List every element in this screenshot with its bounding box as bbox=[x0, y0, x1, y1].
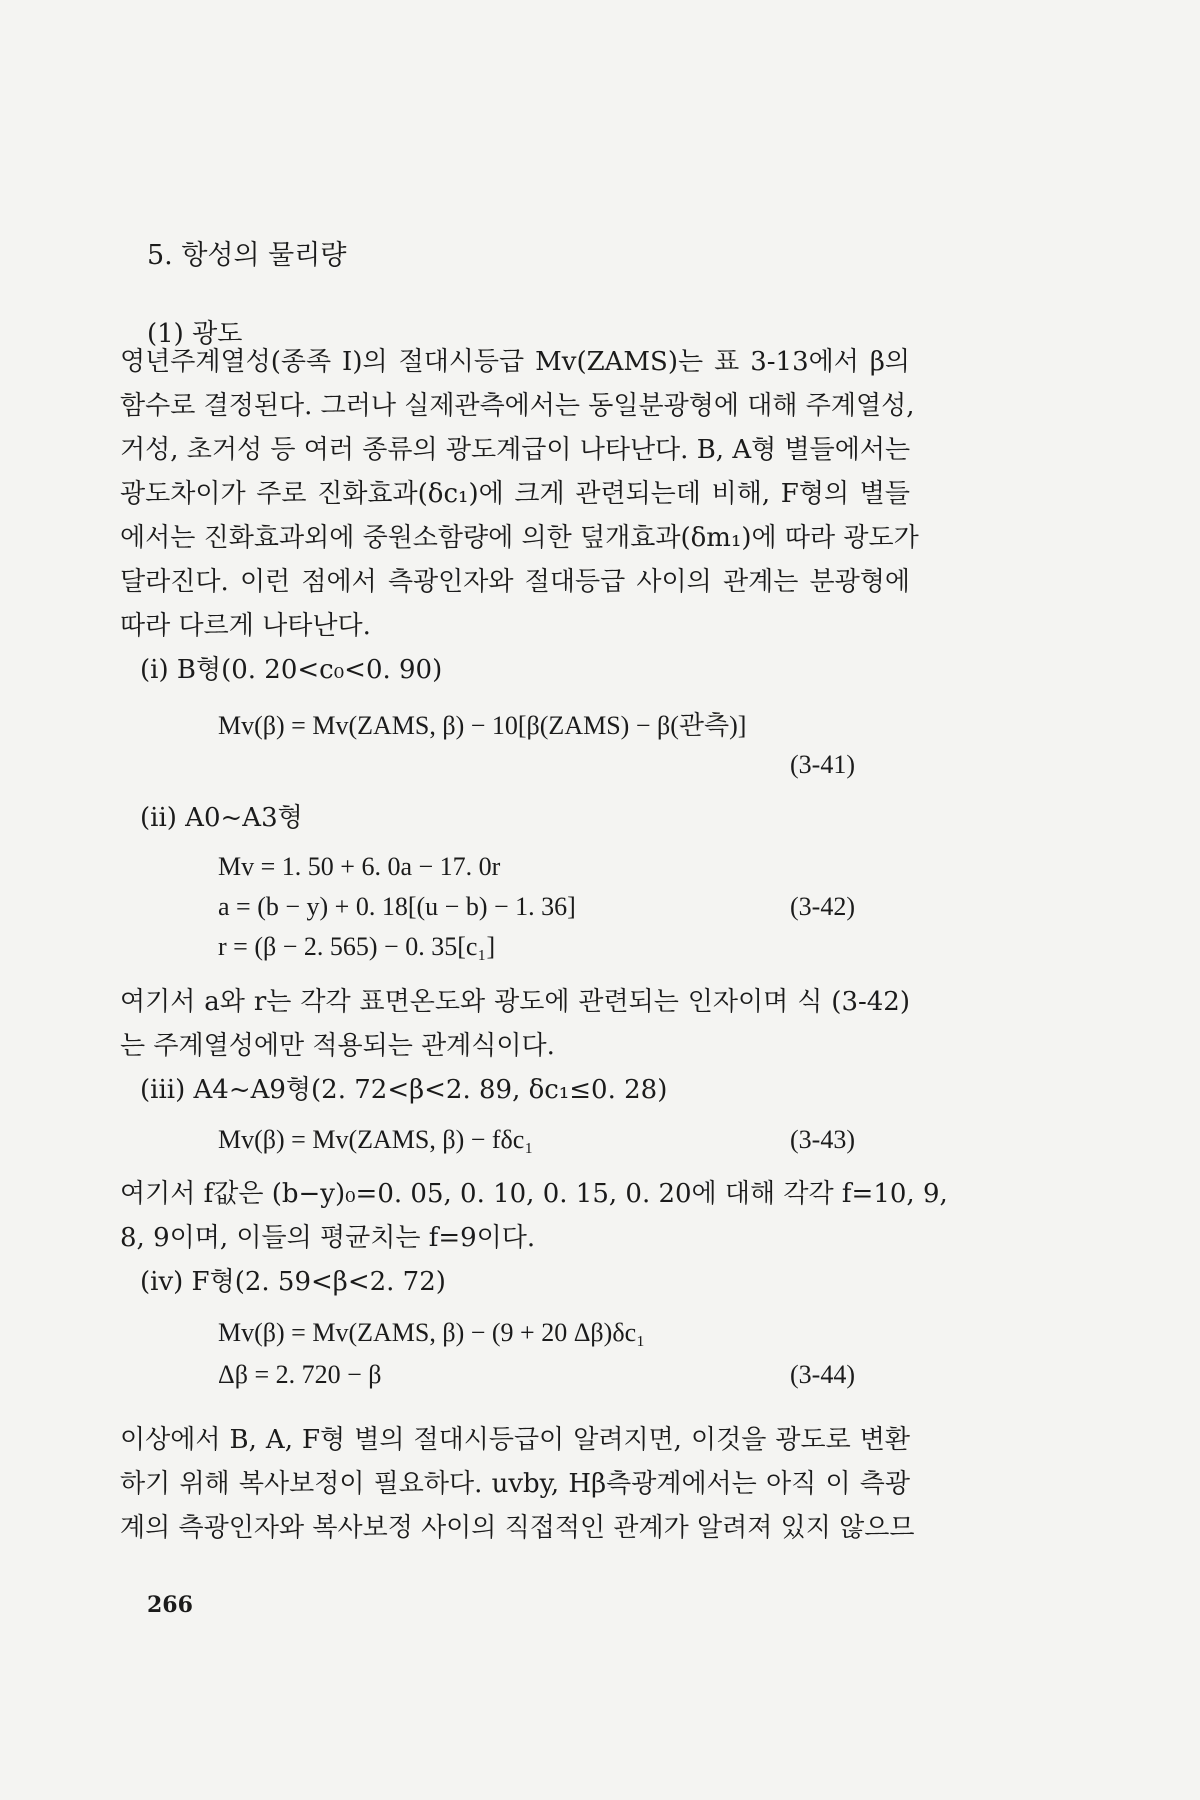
equation: Mv(β) = Mv(ZAMS, β) − fδc₁ bbox=[218, 1125, 534, 1154]
equation: Mv(β) = Mv(ZAMS, β) − (9 + 20 Δβ)δc₁ bbox=[218, 1318, 646, 1347]
case-heading: (iii) A4~A9형(2. 72<β<2. 89, δc₁≤0. 28) bbox=[140, 1075, 668, 1105]
equation: r = (β − 2. 565) − 0. 35[c₁] bbox=[218, 932, 496, 961]
subsection-title: (1) 광도 bbox=[147, 319, 243, 349]
closing-line: 하기 위해 복사보정이 필요하다. uvby, Hβ측광계에서는 아직 이 측광 bbox=[120, 1469, 910, 1499]
case-heading: (i) B형(0. 20<c₀<0. 90) bbox=[140, 655, 443, 685]
note-line: 여기서 a와 r는 각각 표면온도와 광도에 관련되는 인자이며 식 (3-42) bbox=[120, 987, 910, 1017]
closing-line: 계의 측광인자와 복사보정 사이의 직접적인 관계가 알려져 있지 않으므 bbox=[120, 1513, 915, 1543]
equation-number: (3-44) bbox=[790, 1360, 855, 1389]
note-line: 8, 9이며, 이들의 평균치는 f=9이다. bbox=[120, 1223, 536, 1253]
intro-line: 영년주계열성(종족 I)의 절대시등급 Mv(ZAMS)는 표 3-13에서 β의 bbox=[120, 347, 910, 377]
case-heading: (ii) A0~A3형 bbox=[140, 803, 303, 833]
equation-number: (3-41) bbox=[790, 750, 855, 779]
intro-line: 광도차이가 주로 진화효과(δc₁)에 크게 관련되는데 비해, F형의 별들 bbox=[120, 479, 910, 509]
intro-line: 함수로 결정된다. 그러나 실제관측에서는 동일분광형에 대해 주계열성, bbox=[120, 391, 915, 421]
intro-line: 따라 다르게 나타난다. bbox=[120, 611, 371, 641]
equation-number: (3-42) bbox=[790, 892, 855, 921]
case-heading: (iv) F형(2. 59<β<2. 72) bbox=[140, 1267, 446, 1297]
equation: Mv = 1. 50 + 6. 0a − 17. 0r bbox=[218, 852, 501, 881]
equation: a = (b − y) + 0. 18[(u − b) − 1. 36] bbox=[218, 892, 576, 921]
section-title: 5. 항성의 물리량 bbox=[147, 240, 347, 271]
equation-number: (3-43) bbox=[790, 1125, 855, 1154]
equation: Δβ = 2. 720 − β bbox=[218, 1360, 382, 1389]
intro-line: 에서는 진화효과외에 중원소함량에 의한 덮개효과(δm₁)에 따라 광도가 bbox=[120, 523, 919, 553]
equation: Mv(β) = Mv(ZAMS, β) − 10[β(ZAMS) − β(관측)] bbox=[218, 711, 747, 740]
note-line: 는 주계열성에만 적용되는 관계식이다. bbox=[120, 1031, 555, 1061]
closing-line: 이상에서 B, A, F형 별의 절대시등급이 알려지면, 이것을 광도로 변환 bbox=[120, 1425, 910, 1455]
note-line: 여기서 f값은 (b−y)₀=0. 05, 0. 10, 0. 15, 0. 20에 대해 각각 f=10, 9, bbox=[120, 1179, 948, 1209]
intro-line: 달라진다. 이런 점에서 측광인자와 절대등급 사이의 관계는 분광형에 bbox=[120, 567, 910, 597]
intro-line: 거성, 초거성 등 여러 종류의 광도계급이 나타난다. B, A형 별들에서는 bbox=[120, 435, 911, 465]
page-number: 266 bbox=[147, 1592, 193, 1618]
